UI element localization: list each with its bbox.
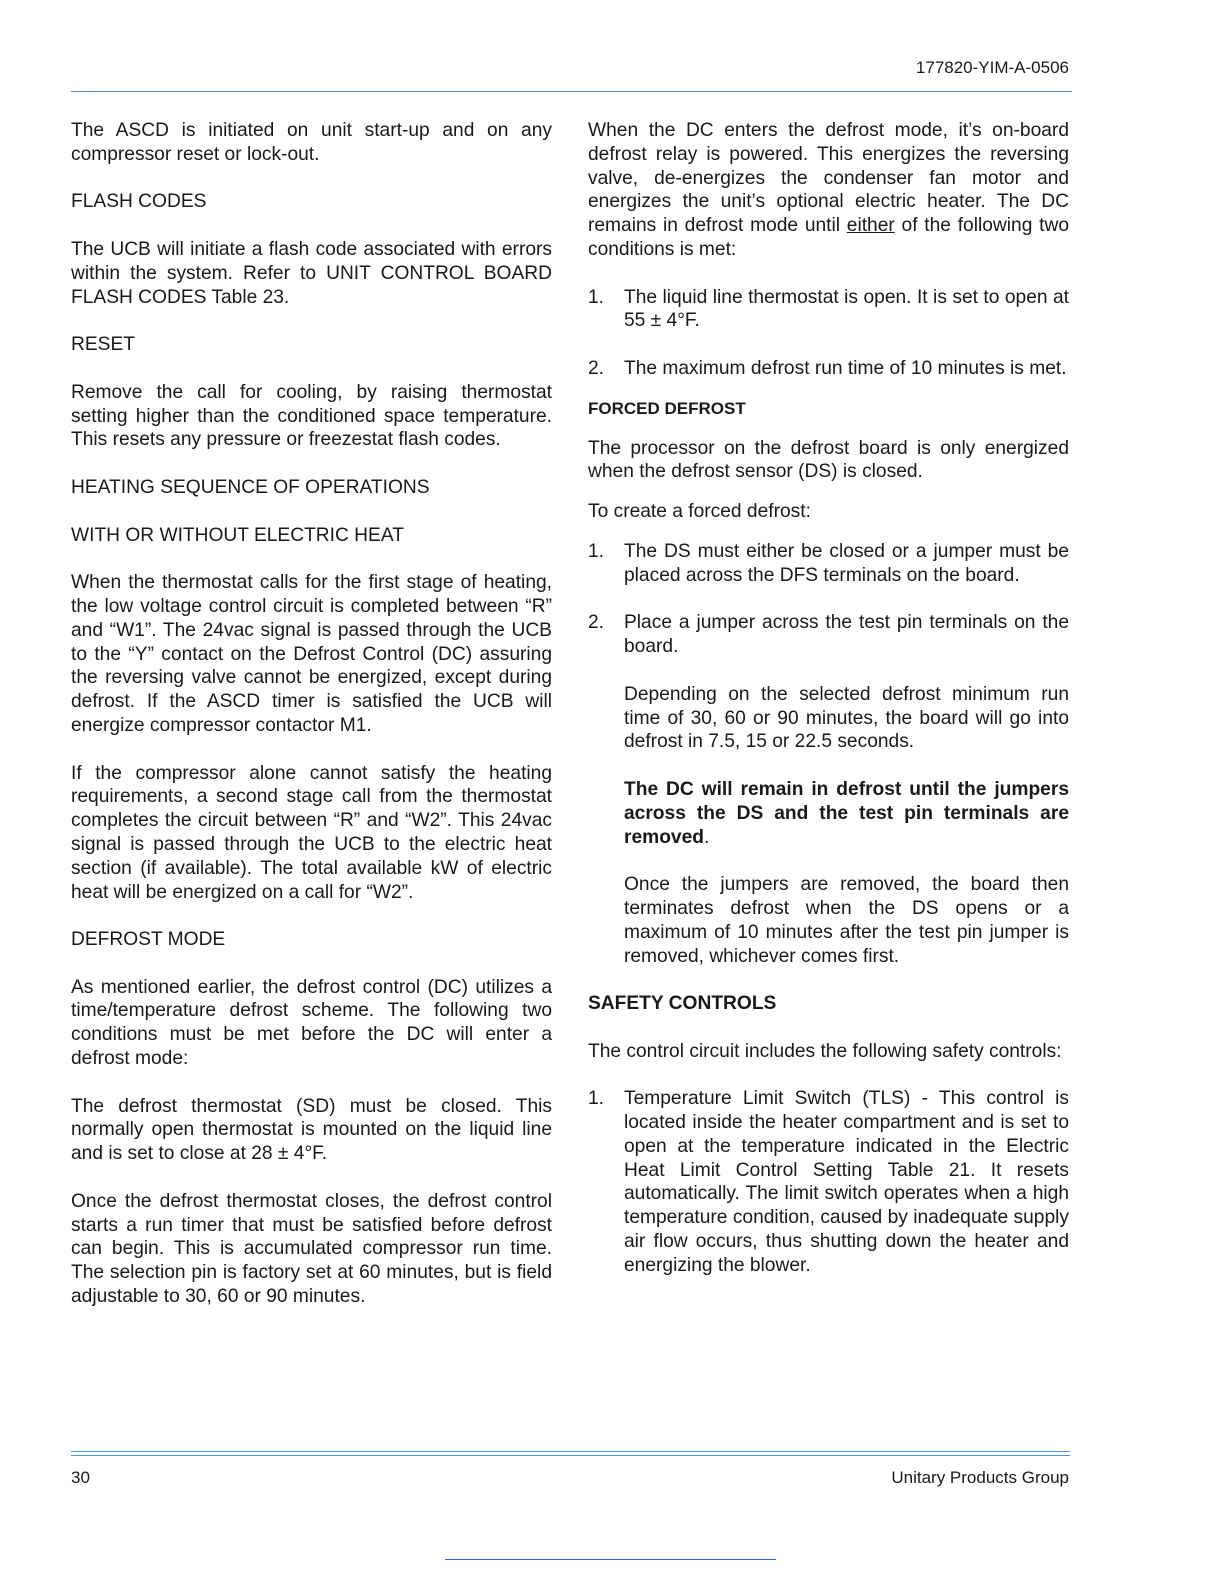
list-text: The maximum defrost run time of 10 minutes is met. — [624, 357, 1067, 379]
reset-heading: RESET — [71, 334, 135, 356]
forced-step-1 — [588, 540, 1069, 588]
list-number: 2. — [588, 357, 605, 379]
reset-paragraph: Remove the call for cooling, by raising thermostat setting higher than the conditioned space temperature. This resets any pressure or freezestat flash codes. — [71, 381, 552, 451]
list-number: 1. — [588, 286, 605, 308]
defrost-mode-heading: DEFROST MODE — [71, 929, 226, 951]
list-number: 1. — [588, 1088, 605, 1110]
footer-company: Unitary Products Group — [891, 1468, 1069, 1487]
right-column — [588, 119, 1069, 1301]
defrost-relay-text-b: of the following two conditions is met: — [588, 215, 1069, 260]
safety-controls-paragraph: The control circuit includes the following safety controls: — [588, 1040, 1062, 1062]
jumper-warning-bold: The DC will remain in defrost until the jumpers across the DS and the test pin terminals are removed — [624, 778, 1069, 848]
forced-step-2-detail-2 — [624, 778, 1069, 849]
footer-divider — [71, 1451, 1070, 1456]
electric-heat-heading: WITH OR WITHOUT ELECTRIC HEAT — [71, 524, 404, 546]
list-text: The DS must either be closed or a jumper must be placed across the DFS terminals on the board. — [624, 540, 1069, 586]
list-text: The liquid line thermostat is open. It is set to open at 55 ± 4°F. — [624, 286, 1069, 332]
list-number: 2. — [588, 612, 605, 634]
list-text: Place a jumper across the test pin terminals on the board. — [624, 612, 1069, 658]
heating-paragraph-2: If the compressor alone cannot satisfy the heating requirements, a second stage call from the thermostat completes the circuit between “R” and “W2”. This 24vac signal is passed through the UCB to the electric heat section (if available). The total available kW of electric heat will be energized on a call for “W2”. — [71, 762, 552, 903]
forced-defrost-paragraph: The processor on the defrost board is only energized when the defrost sensor (DS) is closed. — [588, 437, 1069, 483]
page-number: 30 — [71, 1468, 90, 1487]
defrost-paragraph-2: The defrost thermostat (SD) must be closed. This normally open thermostat is mounted on the liquid line and is set to close at 28 ± 4°F. — [71, 1095, 552, 1165]
create-forced-defrost-paragraph: To create a forced defrost: — [588, 501, 811, 523]
forced-step-2 — [588, 611, 1069, 659]
defrost-paragraph-3: Once the defrost thermostat closes, the defrost control starts a run timer that must be satisfied before defrost can begin. This is accumulated compressor run time. The selection pin is factory set at 60 minutes, but is field adjustable to 30, 60 or 90 minutes. — [71, 1190, 552, 1308]
ascd-paragraph: The ASCD is initiated on unit start-up and on any compressor reset or lock-out. — [71, 120, 552, 165]
condition-item-2 — [588, 357, 1069, 381]
left-column — [71, 119, 552, 1333]
forced-defrost-heading: FORCED DEFROST — [588, 398, 746, 418]
safety-item-1 — [588, 1087, 1069, 1277]
bottom-link-line — [445, 1559, 776, 1560]
list-text: Temperature Limit Switch (TLS) - This control is located inside the heater compartment and is set to open at the temperature indicated in the Electric Heat Limit Control Setting Table 21. It resets automatically. The limit switch operates when a high temperature condition, caused by inadequate supply air flow occurs, thus shutting down the heater and energizing the blower. — [624, 1088, 1069, 1276]
forced-step-2-detail-1: Depending on the selected defrost minimum run time of 30, 60 or 90 minutes, the board will go into defrost in 7.5, 15 or 22.5 seconds. — [624, 683, 1069, 753]
header-divider — [71, 91, 1072, 92]
list-number: 1. — [588, 540, 605, 562]
flash-codes-paragraph: The UCB will initiate a flash code associated with errors within the system. Refer to UNIT CONTROL BOARD FLASH CODES Table 23. — [71, 238, 552, 308]
document-id: 177820-YIM-A-0506 — [915, 58, 1069, 77]
forced-step-2-detail-3: Once the jumpers are removed, the board then terminates defrost when the DS opens or a maximum of 10 minutes after the test pin jumper is removed, whichever comes first. — [624, 874, 1069, 967]
defrost-relay-text-a: When the DC enters the defrost mode, it’s on-board defrost relay is powered. This energizes the reversing valve, de-energizes the condenser fan motor and energizes the unit’s optional electric heater. The DC remains in defrost mode until — [588, 120, 1069, 237]
jumper-warning-end: . — [703, 826, 710, 848]
either-underlined: either — [846, 215, 895, 237]
defrost-relay-paragraph — [588, 119, 1069, 262]
heating-sequence-heading: HEATING SEQUENCE OF OPERATIONS — [71, 476, 430, 498]
condition-item-1 — [588, 286, 1069, 334]
safety-controls-heading: SAFETY CONTROLS — [588, 993, 777, 1015]
heating-paragraph-1: When the thermostat calls for the first stage of heating, the low voltage control circuit is completed between “R” and “W1”. The 24vac signal is passed through the UCB to the “Y” contact on the Defrost Control (DC) assuring the reversing valve cannot be energized, except during defrost. If the ASCD timer is satisfied the UCB will energize compressor contactor M1. — [71, 572, 552, 736]
flash-codes-heading: FLASH CODES — [71, 191, 207, 213]
defrost-paragraph-1: As mentioned earlier, the defrost control (DC) utilizes a time/temperature defrost scheme. The following two conditions must be met before the DC will enter a defrost mode: — [71, 976, 552, 1070]
